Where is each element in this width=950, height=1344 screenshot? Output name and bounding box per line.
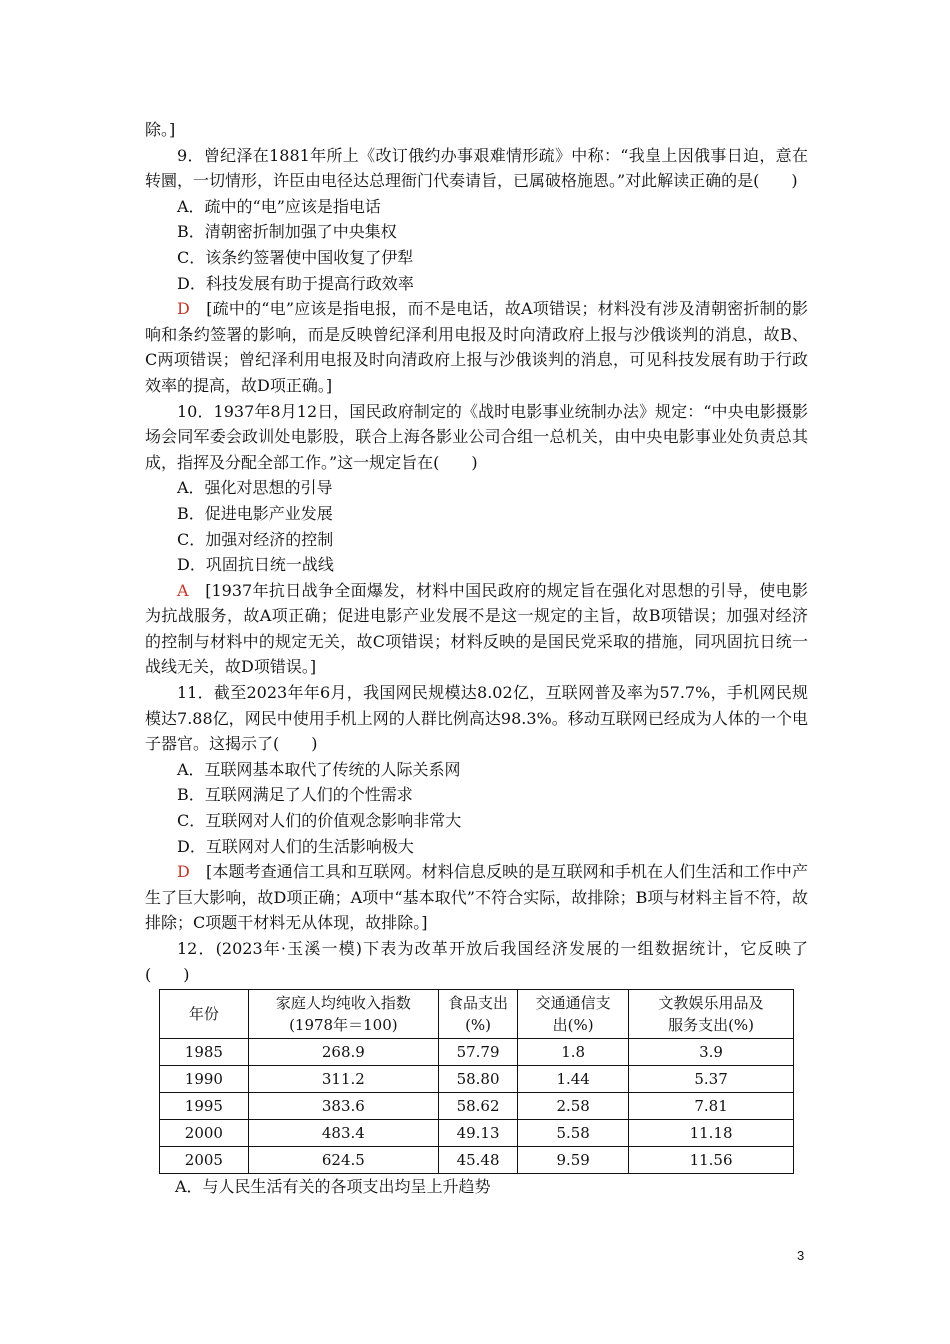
q10-answer-block: [145, 578, 808, 680]
q9-stem: 9．曾纪泽在1881年所上《改订俄约办事艰难情形疏》中称：“我皇上因俄事日迫，意在转圜，一切情形，许臣由电径达总理衙门代奏请旨，已属破格施恩。”对此解读正确的是( ): [145, 145, 808, 191]
q11-answer-block: [145, 859, 808, 936]
q11-option-b: B．互联网满足了人们的个性需求: [177, 785, 413, 805]
cell-transport: 1.44: [518, 1066, 629, 1093]
table-row: [160, 1147, 794, 1174]
cell-income: 624.5: [248, 1147, 438, 1174]
q9-option-d: D．科技发展有助于提高行政效率: [177, 273, 414, 293]
q10-stem: 10．1937年8月12日，国民政府制定的《战时电影事业统制办法》规定：“中央电影摄影场会同军委会政训处电影股，联合上海各影业公司合组一总机关，由中央电影事业处负责总其成，指挥及分配全部工作。”这一规定旨在( ): [145, 401, 808, 472]
q9-answer: D: [177, 299, 190, 319]
table-header-row: [160, 990, 794, 1039]
table-row: [160, 1066, 794, 1093]
q9-answer-block: [145, 296, 808, 398]
q10-option-c: C．加强对经济的控制: [177, 529, 334, 549]
header-income-index: 家庭人均纯收入指数 (1978年＝100): [248, 990, 438, 1039]
cell-culture: 3.9: [629, 1039, 794, 1066]
q11-answer: D: [177, 862, 190, 882]
table-row: [160, 1039, 794, 1066]
cell-year: 1985: [160, 1039, 249, 1066]
cell-income: 483.4: [248, 1120, 438, 1147]
table-row: [160, 1120, 794, 1147]
cell-year: 2000: [160, 1120, 249, 1147]
q9-explanation: [疏中的“电”应该是指电报，而不是电话，故A项错误；材料没有涉及清朝密折制的影响和条约签署的影响，而是反映曾纪泽利用电报及时向清政府上报与沙俄谈判的消息，故B、C两项错误；曾纪泽利用电报及时向清政府上报与沙俄谈判的消息，可见科技发展有助于行政效率的提高，故D项正确。]: [145, 299, 808, 395]
q11-option-d: D．互联网对人们的生活影响极大: [177, 836, 414, 856]
q11-stem: 11．截至2023年年6月，我国网民规模达8.02亿，互联网普及率为57.7%，手机网民规模达7.88亿，网民中使用手机上网的人群比例高达98.3%。移动互联网已经成为人体的一个电子器官。这揭示了( ): [145, 683, 808, 754]
cell-food: 58.62: [438, 1093, 517, 1120]
cell-transport: 1.8: [518, 1039, 629, 1066]
document-page: [145, 117, 808, 1200]
cell-culture: 11.18: [629, 1120, 794, 1147]
cell-food: 45.48: [438, 1147, 517, 1174]
q12-option-a: A．与人民生活有关的各项支出均呈上升趋势: [175, 1177, 491, 1197]
q10-answer: A: [177, 580, 189, 600]
header-transport: 交通通信支 出(%): [518, 990, 629, 1039]
q9-option-a: A．疏中的“电”应该是指电话: [177, 196, 381, 216]
cell-food: 57.79: [438, 1039, 517, 1066]
q11-option-c: C．互联网对人们的价值观念影响非常大: [177, 811, 462, 831]
table-row: [160, 1093, 794, 1120]
q10-explanation: [1937年抗日战争全面爆发，材料中国民政府的规定旨在强化对思想的引导，使电影为抗战服务，故A项正确；促进电影产业发展不是这一规定的主旨，故B项错误；加强对经济的控制与材料中的规定无关，故C项错误；材料反映的是国民党采取的措施，同巩固抗日统一战线无关，故D项错误。]: [145, 580, 808, 677]
header-food: 食品支出 (%): [438, 990, 517, 1039]
cell-culture: 11.56: [629, 1147, 794, 1174]
page-number: 3: [797, 1248, 805, 1263]
cell-income: 383.6: [248, 1093, 438, 1120]
cell-year: 1995: [160, 1093, 249, 1120]
cell-year: 1990: [160, 1066, 249, 1093]
q12-stem: 12．(2023年·玉溪一模)下表为改革开放后我国经济发展的一组数据统计，它反映了( ): [145, 939, 808, 984]
cell-transport: 9.59: [518, 1147, 629, 1174]
q9-option-c: C．该条约签署使中国收复了伊犁: [177, 247, 414, 267]
cell-food: 49.13: [438, 1120, 517, 1147]
cell-income: 311.2: [248, 1066, 438, 1093]
cell-transport: 5.58: [518, 1120, 629, 1147]
cell-year: 2005: [160, 1147, 249, 1174]
header-culture: 文教娱乐用品及 服务支出(%): [629, 990, 794, 1039]
q11-option-a: A．互联网基本取代了传统的人际关系网: [177, 759, 461, 779]
q10-option-b: B．促进电影产业发展: [177, 503, 333, 523]
cell-food: 58.80: [438, 1066, 517, 1093]
cell-culture: 7.81: [629, 1093, 794, 1120]
cell-culture: 5.37: [629, 1066, 794, 1093]
prev-explanation-tail: 除。]: [145, 120, 176, 139]
q10-option-d: D．巩固抗日统一战线: [177, 555, 334, 575]
header-year: 年份: [160, 990, 249, 1039]
q9-option-b: B．清朝密折制加强了中央集权: [177, 222, 397, 242]
cell-transport: 2.58: [518, 1093, 629, 1120]
q12-data-table: [159, 989, 794, 1174]
q11-explanation: [本题考查通信工具和互联网。材料信息反映的是互联网和手机在人们生活和工作中产生了巨大影响，故D项正确；A项中“基本取代”不符合实际，故排除；B项与材料主旨不符，故排除；C项题干材料无从体现，故排除。]: [145, 862, 808, 933]
cell-income: 268.9: [248, 1039, 438, 1066]
q10-option-a: A．强化对思想的引导: [177, 478, 333, 498]
